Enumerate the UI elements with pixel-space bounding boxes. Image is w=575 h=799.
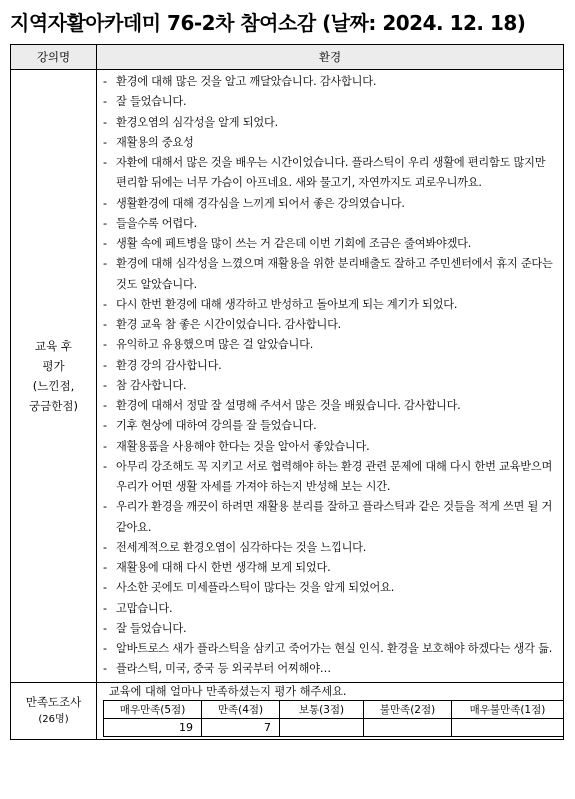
comments-list xyxy=(103,72,559,680)
comment-item: - 재활용에 대해 다시 한번 생각해 보게 되었다. xyxy=(103,558,559,578)
comment-item: - 기후 현상에 대하여 강의를 잘 들었습니다. xyxy=(103,416,559,436)
comment-item: - 유익하고 유용했으며 많은 걸 알았습니다. xyxy=(103,335,559,355)
document-title: 지역자활아카데미 76-2차 참여소감 (날짜: 2024. 12. 18) xyxy=(10,11,526,35)
comment-item: - 환경에 대해 심각성을 느꼈으며 재활용을 위한 분리배출도 잘하고 주민센터에서 휴지 준다는 것도 알았습니다. xyxy=(103,254,559,295)
score-header: 불만족(2점) xyxy=(364,700,452,718)
comment-item: - 환경 교육 참 좋은 시간이었습니다. 감사합니다. xyxy=(103,315,559,335)
satisfaction-count: (26명) xyxy=(38,713,69,725)
score-header: 만족(4점) xyxy=(202,700,280,718)
comment-item: - 우리가 환경을 깨끗이 하려면 재활용 분리를 잘하고 플라스틱과 같은 것들을 적게 쓰면 될 거 같아요. xyxy=(103,497,559,538)
score-header: 보통(3점) xyxy=(280,700,364,718)
satisfaction-value-row xyxy=(104,718,564,736)
score-header: 매우만족(5점) xyxy=(104,700,202,718)
evaluation-label-line3: (느낀점, xyxy=(32,378,75,393)
evaluation-label-line1: 교육 후 xyxy=(35,338,72,353)
evaluation-label-line4: 궁금한점) xyxy=(29,398,78,413)
comment-item: - 자환에 대해서 많은 것을 배우는 시간이었습니다. 플라스틱이 우리 생활에 편리함도 많지만 편리함 뒤에는 너무 가슴이 아프네요. 새와 물고기, 자연까지도 괴로우니까요. xyxy=(103,153,559,194)
satisfaction-label: 만족도조사 xyxy=(25,694,82,709)
evaluation-row xyxy=(11,70,564,683)
comment-item: - 전세계적으로 환경오염이 심각하다는 것을 느낍니다. xyxy=(103,538,559,558)
evaluation-comments-cell xyxy=(97,70,564,683)
comment-item: - 잘 들었습니다. xyxy=(103,619,559,639)
comment-item: - 다시 한번 환경에 대해 생각하고 반성하고 돌아보게 되는 계기가 되었다. xyxy=(103,295,559,315)
comment-item: - 잘 들었습니다. xyxy=(103,92,559,112)
comment-item: - 들을수록 어렵다. xyxy=(103,214,559,234)
comment-item: - 생활환경에 대해 경각심을 느끼게 되어서 좋은 강의였습니다. xyxy=(103,194,559,214)
satisfaction-question: 교육에 대해 얼마나 만족하셨는지 평가 해주세요. xyxy=(109,684,347,698)
comment-item: - 참 감사합니다. xyxy=(103,376,559,396)
lecture-name-value: 환경 xyxy=(97,45,564,70)
score-value: 19 xyxy=(104,718,202,736)
comment-item: - 환경에 대해 많은 것을 알고 깨달았습니다. 감사합니다. xyxy=(103,72,559,92)
satisfaction-label-cell xyxy=(11,682,97,739)
satisfaction-header-row xyxy=(104,700,564,718)
comment-item: - 환경에 대해서 정말 잘 설명해 주셔서 많은 것을 배웠습니다. 감사합니다. xyxy=(103,396,559,416)
score-value: 7 xyxy=(202,718,280,736)
comment-item: - 재활용품을 사용해야 한다는 것을 알아서 좋았습니다. xyxy=(103,437,559,457)
evaluation-label-line2: 평가 xyxy=(42,358,65,373)
comment-item: - 알바트로스 새가 플라스틱을 삼키고 죽어가는 현실 인식. 환경을 보호해야 하겠다는 생각 듦. xyxy=(103,639,559,659)
satisfaction-score-table xyxy=(103,700,564,737)
survey-table xyxy=(10,44,564,740)
score-value xyxy=(452,718,564,736)
comment-item: - 플라스틱, 미국, 중국 등 외국부터 어찌해야… xyxy=(103,659,559,679)
evaluation-label xyxy=(11,70,97,683)
comment-item: - 재활용의 중요성 xyxy=(103,133,559,153)
comment-item: - 고맙습니다. xyxy=(103,599,559,619)
score-header: 매우불만족(1점) xyxy=(452,700,564,718)
comment-item: - 사소한 곳에도 미세플라스틱이 많다는 것을 알게 되었어요. xyxy=(103,578,559,598)
lecture-header-row xyxy=(11,45,564,70)
satisfaction-content-cell xyxy=(97,682,564,739)
comment-item: - 환경 강의 감사합니다. xyxy=(103,356,559,376)
satisfaction-row xyxy=(11,682,564,739)
lecture-name-label: 강의명 xyxy=(11,45,97,70)
comment-item: - 아무리 강조해도 꼭 지키고 서로 협력해야 하는 환경 관련 문제에 대해 다시 한번 교육받으며 우리가 어떤 생활 자세를 가져야 하는지 반성해 보는 시간. xyxy=(103,457,559,498)
score-value xyxy=(364,718,452,736)
comment-item: - 생활 속에 페트병을 많이 쓰는 거 같은데 이번 기회에 조금은 줄여봐야겠다. xyxy=(103,234,559,254)
score-value xyxy=(280,718,364,736)
comment-item: - 환경오염의 심각성을 알게 되었다. xyxy=(103,113,559,133)
